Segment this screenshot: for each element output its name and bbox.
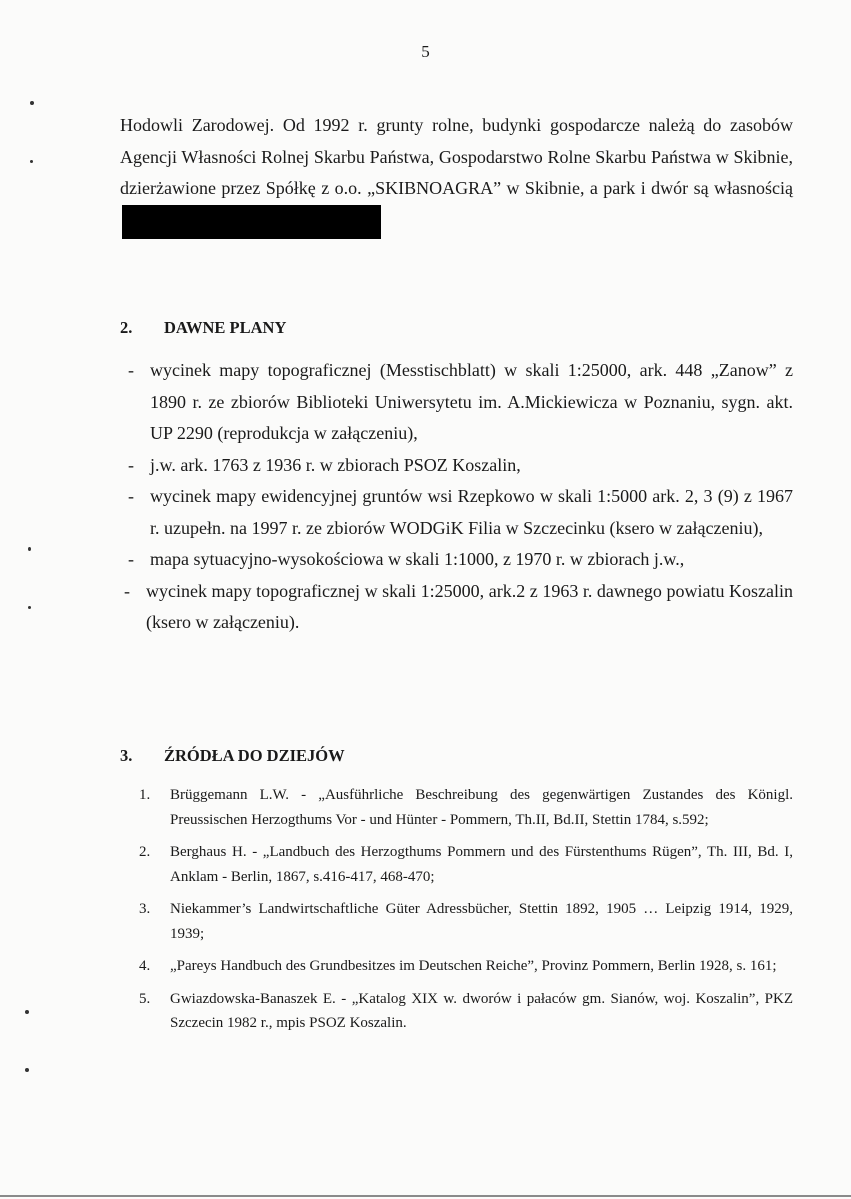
dash-bullet: - bbox=[128, 360, 134, 380]
scan-mark bbox=[30, 160, 33, 163]
page-number: 5 bbox=[421, 42, 430, 61]
dash-bullet: - bbox=[124, 580, 130, 601]
list-item-text: Gwiazdowska-Banaszek E. - „Katalog XIX w. dworów i pałaców gm. Sianów, woj. Koszalin”, PKZ Szczecin 1982 r., mpis PSOZ Koszalin. bbox=[170, 990, 793, 1031]
plans-list bbox=[120, 355, 793, 639]
list-item-text: wycinek mapy topograficznej (Messtischblatt) w skali 1:25000, ark. 448 „Zanow” z 1890 r. ze zbiorów Biblioteki Uniwersytetu im. A.Mickiewicza w Poznaniu, sygn. akt. UP 2290 (reprodukcja w załączeniu), bbox=[150, 360, 793, 443]
list-item bbox=[120, 783, 793, 832]
list-item-text: wycinek mapy ewidencyjnej gruntów wsi Rzepkowo w skali 1:5000 ark. 2, 3 (9) z 1967 r. uzupełn. na 1997 r. ze zbiorów WODGiK Filia w Szczecinku (ksero w załączeniu), bbox=[150, 486, 793, 538]
item-number: 2. bbox=[139, 844, 151, 860]
section-3-number: 3. bbox=[120, 746, 133, 765]
scan-mark bbox=[28, 606, 31, 609]
list-item bbox=[120, 576, 793, 639]
list-item-text: Berghaus H. - „Landbuch des Herzogthums Pommern und des Fürstenthums Rügen”, Th. III, Bd. I, Anklam - Berlin, 1867, s.416-417, 468-470; bbox=[170, 844, 793, 885]
item-number: 3. bbox=[139, 901, 151, 917]
scan-mark bbox=[25, 1010, 29, 1014]
list-item bbox=[120, 954, 793, 979]
dash-bullet: - bbox=[128, 454, 134, 475]
section-2-number: 2. bbox=[120, 318, 133, 337]
list-item-text: Niekammer’s Landwirtschaftliche Güter Adressbücher, Stettin 1892, 1905 … Leipzig 1914, 1929, 1939; bbox=[170, 901, 793, 942]
list-item-text: „Pareys Handbuch des Grundbesitzes im Deutschen Reiche”, Provinz Pommern, Berlin 1928, s. 161; bbox=[170, 958, 777, 974]
intro-text: Hodowli Zarodowej. Od 1992 r. grunty rolne, budynki gospodarcze należą do zasobów Agencji Własności Rolnej Skarbu Państwa, Gospodarstwo Rolne Skarbu Państwa w Skibnie, dzierżawione przez Spółkę z o.o. „SKIBNOAGRA” w Skibnie, a park i dwór są własnością bbox=[120, 115, 793, 198]
section-2-title: DAWNE PLANY bbox=[164, 318, 287, 337]
list-item bbox=[120, 840, 793, 889]
list-item bbox=[120, 481, 793, 544]
dash-bullet: - bbox=[128, 549, 134, 569]
list-item bbox=[120, 544, 793, 576]
list-item-text: wycinek mapy topograficznej w skali 1:25000, ark.2 z 1963 r. dawnego powiatu Koszalin (ksero w załączeniu). bbox=[146, 580, 793, 632]
section-2-heading bbox=[120, 318, 286, 338]
scan-mark bbox=[30, 101, 34, 105]
section-3-title: ŹRÓDŁA DO DZIEJÓW bbox=[164, 746, 345, 765]
scan-mark bbox=[25, 1068, 29, 1072]
intro-paragraph bbox=[120, 110, 793, 239]
list-item bbox=[120, 987, 793, 1036]
list-item-text: j.w. ark. 1763 z 1936 r. w zbiorach PSOZ Koszalin, bbox=[150, 454, 521, 475]
list-item bbox=[120, 355, 793, 450]
scan-mark bbox=[28, 547, 31, 551]
list-item bbox=[120, 450, 793, 482]
item-number: 5. bbox=[139, 990, 151, 1007]
dash-bullet: - bbox=[128, 486, 134, 506]
scan-edge-line bbox=[0, 1195, 851, 1197]
item-number: 1. bbox=[139, 787, 151, 803]
section-3-heading bbox=[120, 746, 345, 766]
sources-list bbox=[120, 783, 793, 1044]
list-item-text: Brüggemann L.W. - „Ausführliche Beschreibung des gegenwärtigen Zustandes des Königl. Preussischen Herzogthums Vor - und Hünter - Pommern, Th.II, Bd.II, Stettin 1784, s.592; bbox=[170, 787, 793, 828]
list-item-text: mapa sytuacyjno-wysokościowa w skali 1:1000, z 1970 r. w zbiorach j.w., bbox=[150, 549, 685, 569]
list-item bbox=[120, 897, 793, 946]
redaction-block bbox=[122, 205, 381, 239]
item-number: 4. bbox=[139, 958, 151, 974]
